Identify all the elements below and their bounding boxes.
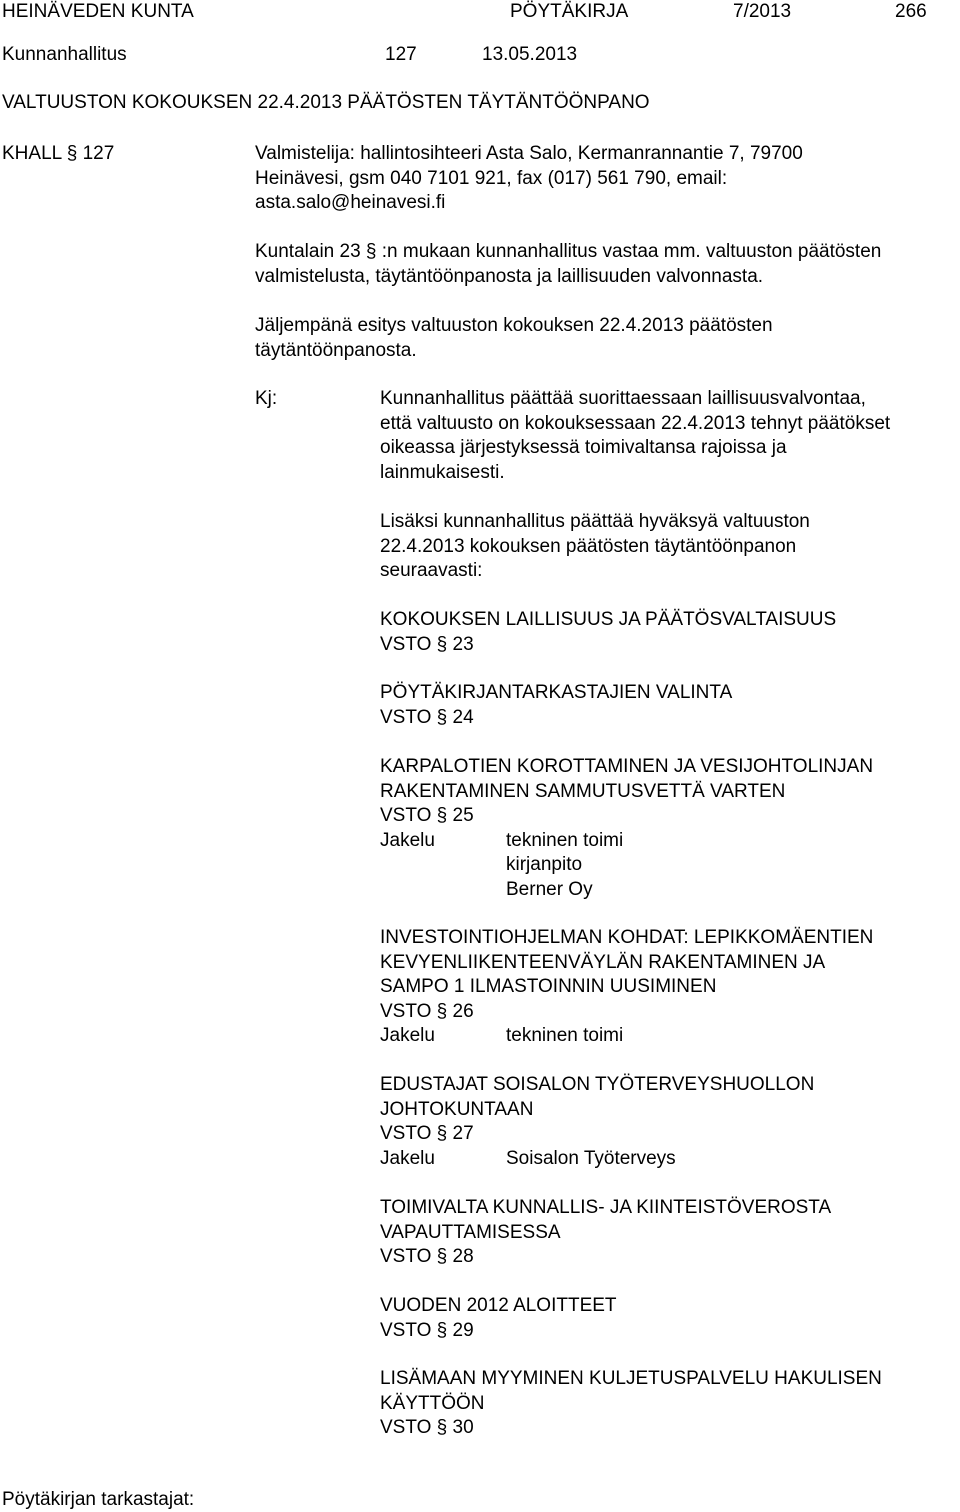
item-title-line: KARPALOTIEN KOROTTAMINEN JA VESIJOHTOLINJAN [380,756,874,777]
preparer-line: Heinävesi, gsm 040 7101 921, fax (017) 561 790, email: [255,167,728,189]
header-page-number: 266 [895,1,927,22]
decision-item [380,1073,814,1171]
item-title-line: KEVYENLIIKENTEENVÄYLÄN RAKENTAMINEN JA [380,951,826,973]
proposal-line: seuraavasti: [380,560,483,581]
decision-item [380,1294,617,1343]
proposal-line: 22.4.2013 kokouksen päätösten täytäntöönpanon [380,535,797,557]
proposal-label: Kj: [255,388,278,409]
proposal-line: Kunnanhallitus päättää suorittaessaan laillisuusvalvontaa, [380,388,866,409]
item-title-line: INVESTOINTIOHJELMAN KOHDAT: LEPIKKOMÄENTIEN [380,927,874,948]
distribution-row [380,1024,873,1049]
decision-item [380,926,873,1049]
item-section-ref: VSTO § 28 [380,1246,474,1267]
item-title-line: JOHTOKUNTAAN [380,1098,534,1120]
distribution-recipient: tekninen toimi [506,1025,624,1046]
paragraph-line: täytäntöönpanosta. [255,339,417,361]
distribution-row [380,878,873,903]
proposal-paragraph [380,387,890,485]
intro-paragraph [255,314,773,363]
preparer-line: Valmistelija: hallintosihteeri Asta Salo, Kermanrannantie 7, 79700 [255,143,803,164]
item-section-ref: VSTO § 30 [380,1417,474,1438]
distribution-label: Jakelu [380,1025,435,1046]
item-section-ref: VSTO § 27 [380,1123,474,1144]
header-date: 13.05.2013 [482,44,578,65]
preparer-email: asta.salo@heinavesi.fi [255,192,446,213]
paragraph-line: valmistelusta, täytäntöönpanosta ja laillisuuden valvonnasta. [255,265,764,287]
preparer-block [255,142,803,216]
decision-item [380,1196,831,1270]
item-title-line: TOIMIVALTA KUNNALLIS- JA KIINTEISTÖVEROSTA [380,1197,832,1218]
item-section-ref: VSTO § 23 [380,633,474,655]
item-title-line: EDUSTAJAT SOISALON TYÖTERVEYSHUOLLON [380,1074,815,1095]
distribution-recipient: kirjanpito [506,854,583,875]
proposal-line: Lisäksi kunnanhallitus päättää hyväksyä valtuuston [380,511,810,532]
item-title-line: KOKOUKSEN LAILLISUUS JA PÄÄTÖSVALTAISUUS [380,609,837,630]
header-issue: 7/2013 [733,1,792,22]
item-section-ref: VSTO § 24 [380,706,474,728]
header-municipality: HEINÄVEDEN KUNTA [2,1,194,22]
distribution-recipient: Berner Oy [506,878,593,900]
item-section-ref: VSTO § 29 [380,1319,474,1341]
decision-item [380,608,836,657]
item-title-line: KÄYTTÖÖN [380,1392,485,1414]
distribution-recipient: tekninen toimi [506,829,624,851]
item-section-ref: VSTO § 26 [380,1000,474,1022]
item-title-line: RAKENTAMINEN SAMMUTUSVETTÄ VARTEN [380,780,786,802]
distribution-row [380,829,873,854]
item-title-line: VUODEN 2012 ALOITTEET [380,1295,617,1316]
paragraph-line: Jäljempänä esitys valtuuston kokouksen 22.4.2013 päätösten [255,315,773,336]
legal-basis-paragraph [255,240,881,289]
header-doc-type: PÖYTÄKIRJA [510,1,629,22]
proposal-line: että valtuusto on kokouksessaan 22.4.2013 tehnyt päätökset [380,412,891,434]
proposal-addition [380,510,810,584]
decision-item [380,681,732,730]
distribution-label: Jakelu [380,829,435,851]
item-title-line: PÖYTÄKIRJANTARKASTAJIEN VALINTA [380,682,733,703]
document-title: VALTUUSTON KOKOUKSEN 22.4.2013 PÄÄTÖSTEN TÄYTÄNTÖÖNPANO [2,92,650,113]
distribution-recipient: Soisalon Työterveys [506,1147,676,1169]
decision-item [380,1367,882,1441]
proposal-line: oikeassa järjestyksessä toimivaltansa rajoissa ja [380,437,787,458]
item-title-line: LISÄMAAN MYYMINEN KULJETUSPALVELU HAKULISEN [380,1368,882,1389]
item-title-line: VAPAUTTAMISESSA [380,1221,561,1243]
decision-item [380,755,873,902]
header-section-number: 127 [385,44,417,65]
item-section-ref: VSTO § 25 [380,805,474,826]
item-title-line: SAMPO 1 ILMASTOINNIN UUSIMINEN [380,976,717,997]
distribution-label: Jakelu [380,1147,435,1169]
proposal-line: lainmukaisesti. [380,461,505,483]
paragraph-line: Kuntalain 23 § :n mukaan kunnanhallitus vastaa mm. valtuuston päätösten [255,241,882,262]
section-reference: KHALL § 127 [2,143,115,164]
distribution-row [380,853,873,878]
header-body: Kunnanhallitus [2,44,127,65]
distribution-row [380,1147,814,1172]
footer-reviewers-label: Pöytäkirjan tarkastajat: [2,1489,195,1510]
